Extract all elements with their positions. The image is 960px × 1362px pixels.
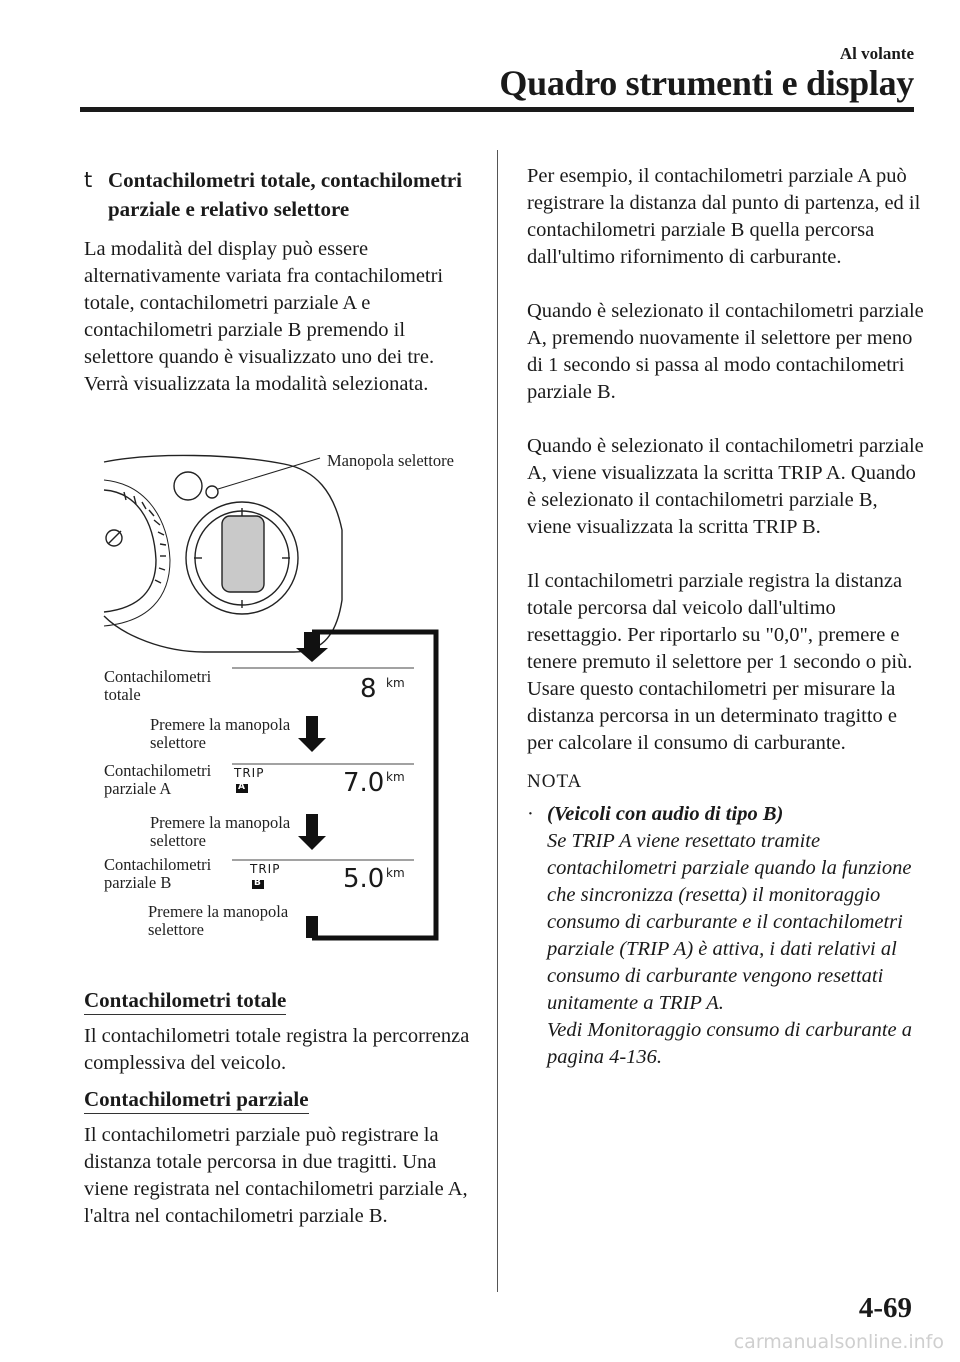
trip-a-label: Contachilometri parziale A [104,761,212,798]
subheading-odometer: Contachilometri totale [84,988,286,1015]
left-column-lower [84,988,476,1230]
left-column [84,166,476,398]
press-label-2: Premere la manopola selettore [150,813,291,850]
odometer-paragraph: Il contachilometri totale registra la percorrenza complessiva del veicolo. [84,1025,470,1074]
right-column [527,163,927,1071]
trip-b-label: Contachilometri parziale B [104,855,212,892]
note-title: NOTA [527,771,583,792]
note-bullet: · [527,803,534,825]
trip-paragraph: Il contachilometri parziale può registrare la distanza totale percorsa in due tragitti. Una viene registrata nel contachilometri parziale A, l'altra nel contachilometri parziale B. [84,1124,468,1227]
section-bullet: t [84,168,93,192]
knob-label: Manopola selettore [327,451,454,470]
page-title: Quadro strumenti e display [499,63,914,103]
trip-a-badge: A [238,782,245,792]
right-paragraph-2: Quando è selezionato il contachilometri parziale A, premendo nuovamente il selettore per meno di 1 secondo si passa al modo contachilometri parziale B. [527,300,924,403]
instrument-figure [84,440,484,960]
header-rule [80,107,914,112]
trip-b-value: 5.0 [343,864,385,894]
intro-paragraph: La modalità del display può essere alternativamente variata fra contachilometri totale, contachilometri parziale A e contachilometri parziale B premendo il selettore quando è visualizzato uno dei tre. Verrà visualizzata la modalità selezionata. [84,238,444,395]
trip-b-text: TRIP [250,862,281,876]
right-paragraph-3: Quando è selezionato il contachilometri parziale A, viene visualizzata la scritta TRIP A. Quando è selezionato il contachilometri parziale B, viene visualizzata la scritta TRIP B. [527,435,924,538]
column-divider [497,150,498,1292]
chapter-label: Al volante [839,44,914,63]
section-heading [84,166,476,224]
right-paragraph-4: Il contachilometri parziale registra la distanza totale percorsa dal veicolo dall'ultimo resettaggio. Per riportarlo su "0,0", premere e tenere premuto il selettore per 1 secondo o più. Usare questo contachilometri per misurare la distanza percorsa in un determinato tragitto e per calcolare il consumo di carburante. [527,570,913,754]
trip-a-unit: km [386,770,405,784]
odo-unit: km [386,676,405,690]
note-heading: (Veicoli con audio di tipo B) [547,803,784,825]
trip-b-badge: B [254,878,261,888]
odo-value: 8 [360,674,377,704]
watermark: carmanualsonline.info [733,1331,944,1353]
subheading-trip: Contachilometri parziale [84,1087,309,1114]
page-number: 4-69 [858,1292,912,1324]
section-heading-text: Contachilometri totale, contachilometri parziale e relativo selettore [108,168,462,221]
press-label-3: Premere la manopola selettore [148,902,289,939]
trip-b-unit: km [386,866,405,880]
trip-a-value: 7.0 [343,768,385,798]
right-paragraph-1: Per esempio, il contachilometri parziale A può registrare la distanza dal punto di partenza, ed il contachilometri parziale B quella percorsa dall'ultimo rifornimento di carburante. [527,165,921,268]
note-reference: Vedi Monitoraggio consumo di carburante a pagina 4-136. [547,1019,912,1068]
odo-label: Contachilometri totale [104,667,212,704]
note-text: Se TRIP A viene resettato tramite contachilometri parziale quando la funzione che sincronizza (resetta) il monitoraggio consumo di carburante e il contachilometri parziale (TRIP A) è attiva, i dati relativi al consumo di carburante vengono resettati unitamente a TRIP A. [547,830,912,1014]
press-label-1: Premere la manopola selettore [150,715,291,752]
trip-a-text: TRIP [234,766,265,780]
note-item [527,801,927,1071]
